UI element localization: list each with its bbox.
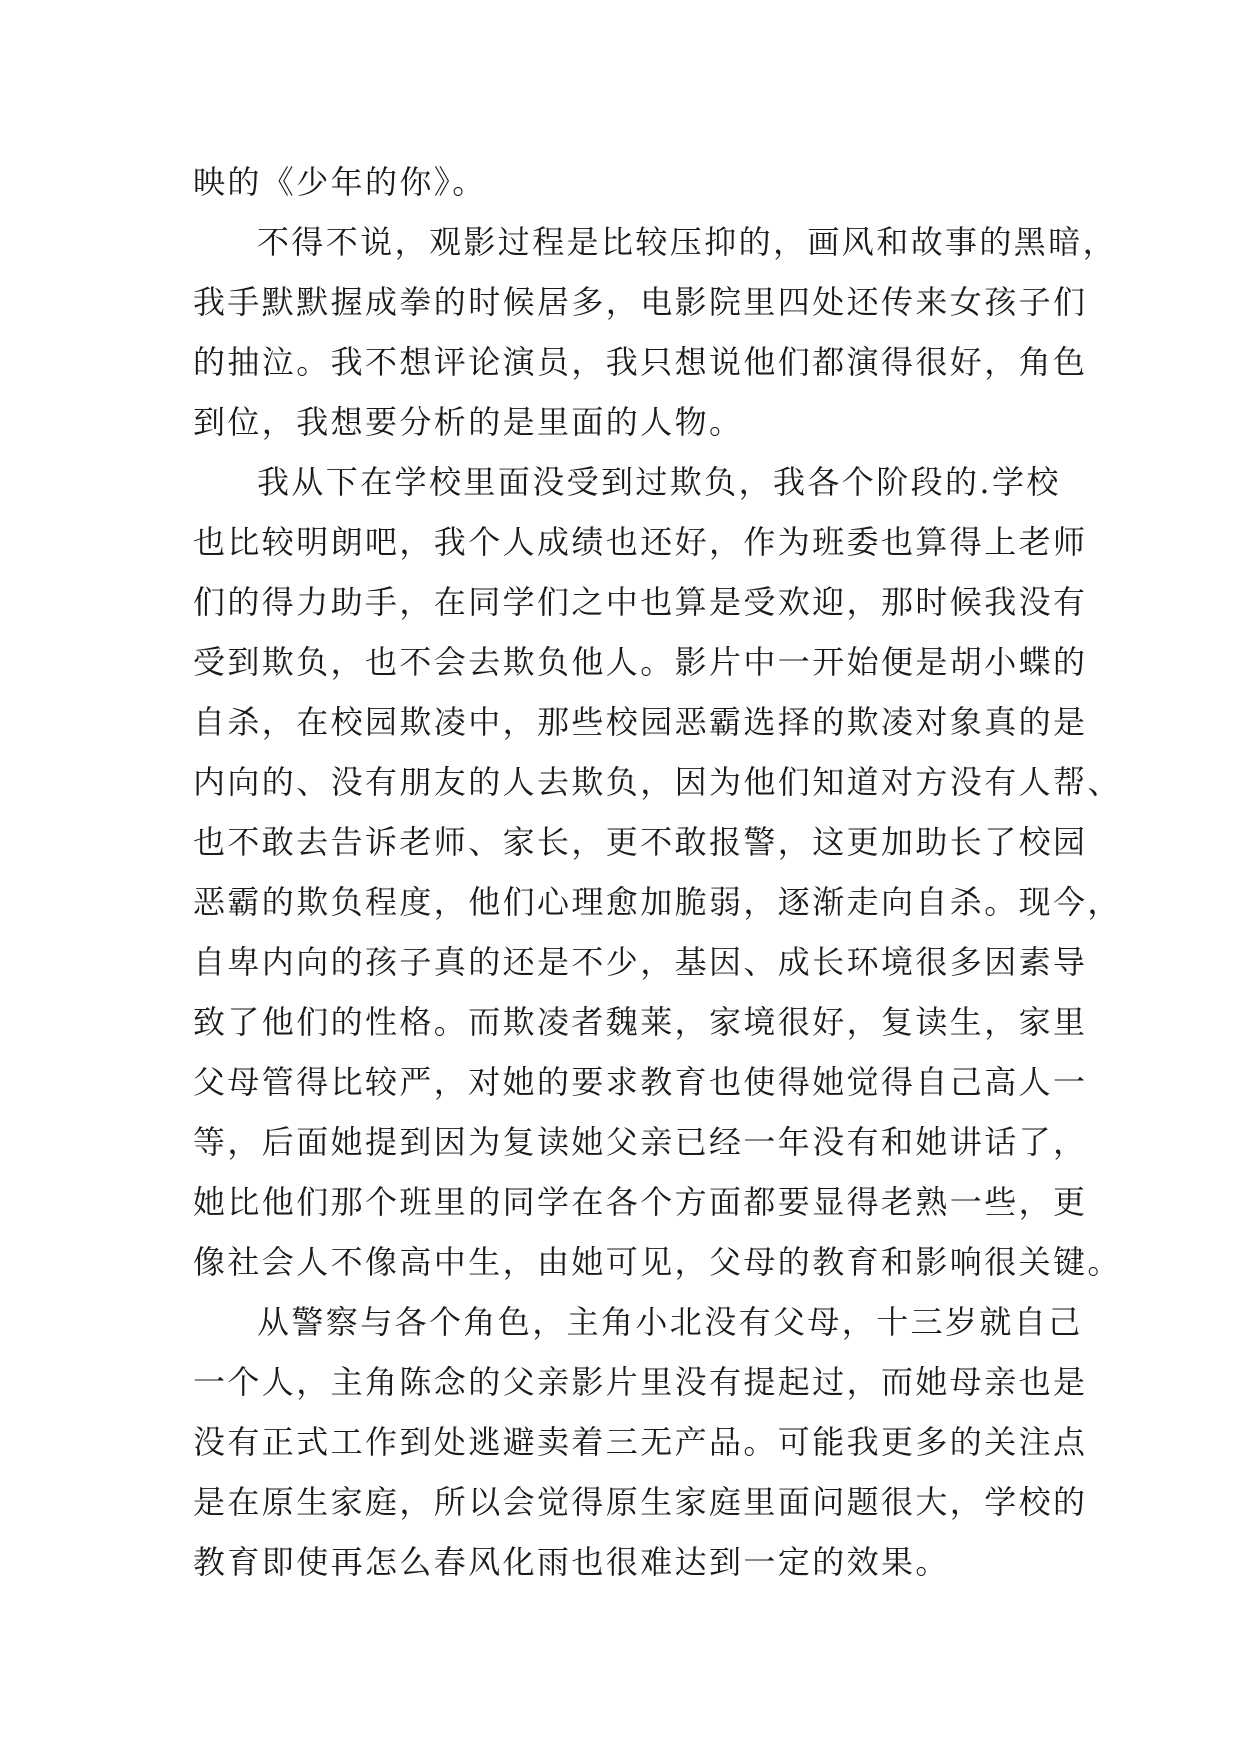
text-line: 自卑内向的孩子真的还是不少，基因、成长环境很多因素导 <box>193 943 1088 981</box>
paragraph-start-line: 不得不说，观影过程是比较压抑的，画风和故事的黑暗， <box>257 223 1118 261</box>
document-body <box>193 152 1122 1592</box>
text-line: 致了他们的性格。而欺凌者魏莱，家境很好，复读生，家里 <box>193 1003 1088 1041</box>
text-line: 是在原生家庭，所以会觉得原生家庭里面问题很大，学校的 <box>193 1483 1088 1521</box>
text-line: 也比较明朗吧，我个人成绩也还好，作为班委也算得上老师 <box>193 523 1088 561</box>
paragraph-start-line: 从警察与各个角色，主角小北没有父母，十三岁就自己 <box>257 1303 1083 1341</box>
text-line: 父母管得比较严，对她的要求教育也使得她觉得自己高人一 <box>193 1063 1088 1101</box>
text-line: 恶霸的欺负程度，他们心理愈加脆弱，逐渐走向自杀。现今， <box>193 883 1122 921</box>
text-line: 教育即使再怎么春风化雨也很难达到一定的效果。 <box>193 1543 950 1581</box>
paragraph-start-line: 我从下在学校里面没受到过欺负，我各个阶段的.学校 <box>257 463 1061 501</box>
text-line: 也不敢去告诉老师、家长，更不敢报警，这更加助长了校园 <box>193 823 1088 861</box>
text-line: 自杀，在校园欺凌中，那些校园恶霸选择的欺凌对象真的是 <box>193 703 1088 741</box>
text-line: 受到欺负，也不会去欺负他人。影片中一开始便是胡小蝶的 <box>193 643 1088 681</box>
text-line: 等，后面她提到因为复读她父亲已经一年没有和她讲话了， <box>193 1123 1088 1161</box>
text-line: 内向的、没有朋友的人去欺负，因为他们知道对方没有人帮、 <box>193 763 1122 801</box>
text-line: 们的得力助手，在同学们之中也算是受欢迎，那时候我没有 <box>193 583 1088 621</box>
text-line: 的抽泣。我不想评论演员，我只想说他们都演得很好，角色 <box>193 343 1088 381</box>
text-line: 她比他们那个班里的同学在各个方面都要显得老熟一些，更 <box>193 1183 1088 1221</box>
text-line: 映的《少年的你》。 <box>193 163 487 201</box>
text-line: 像社会人不像高中生，由她可见，父母的教育和影响很关键。 <box>193 1243 1122 1281</box>
text-line: 一个人，主角陈念的父亲影片里没有提起过，而她母亲也是 <box>193 1363 1088 1401</box>
text-line: 我手默默握成拳的时候居多，电影院里四处还传来女孩子们 <box>193 283 1088 321</box>
text-line: 没有正式工作到处逃避卖着三无产品。可能我更多的关注点 <box>193 1423 1088 1461</box>
text-line: 到位，我想要分析的是里面的人物。 <box>193 403 744 441</box>
